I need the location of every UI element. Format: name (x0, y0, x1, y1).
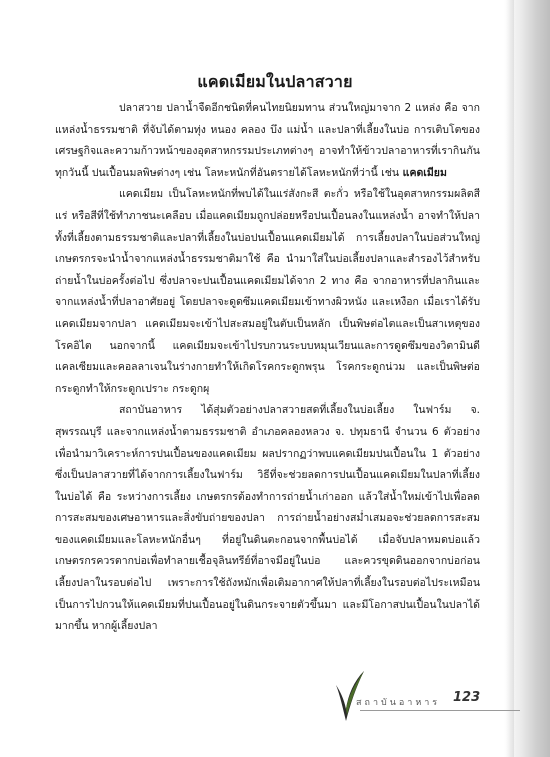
paragraph-cadmium-text: แคดเมียม เป็นโลหะหนักที่พบได้ในแร่สังกะสี ตะกั่ว หรือใช้ในอุตสาหกรรมผลิตสีแร่ หรือสีที่ใช้ทำภาชนะเคลือบ เมื่อแคดเมียมถูกปล่อยหรือปนเปื้อนลงในแหล่งน้ำ อาจทำให้ปลาทั้งที่เลี้ยงตามธรรมชาติและปลาที่เลี้ยงในบ่อปนเปื้อนแคดเมียมได้ การเลี้ยงปลาในบ่อส่วนใหญ่เกษตรกรจะนำน้ำจากแหล่งน้ำธรรมชาติมาใช้ คือ นำมาใส่ในบ่อเลี้ยงปลาและสำรองไว้สำหรับถ่ายน้ำในบ่อครั้งต่อไป ซึ่งปลาจะปนเปื้อนแคดเมียมได้จาก 2 ทาง คือ จากอาหารที่ปลากินและจากแหล่งน้ำที่ปลาอาศัยอยู่ โดยปลาจะดูดซึมแคดเมียมเข้าทางผิวหนัง และเหงือก เมื่อเราได้รับแคดเมียมจากปลา แคดเมียมจะเข้าไปสะสมอยู่ในตับเป็นหลัก เป็นพิษต่อไตและเป็นสาเหตุของโรคอิไต นอกจากนี้ แคดเมียมจะเข้าไปรบกวนระบบหมุนเวียนและการดูดซึมของวิตามินดี แคลเซียมและคอลลาเจนในร่างกายทำให้เกิดโรคกระดูกพรุน โรคกระดูกน่วม และเป็นพิษต่อกระดูกทำให้กระดูกเปราะ กระดูกผุ (55, 188, 480, 395)
article-body (55, 98, 480, 638)
paragraph-food-institute (55, 400, 480, 638)
page-number: 123 (453, 690, 481, 705)
footer-divider (360, 710, 520, 711)
paragraph-cadmium (55, 184, 480, 400)
paragraph-intro (55, 98, 480, 184)
paragraph-food-institute-text: สถาบันอาหาร ได้สุ่มตัวอย่างปลาสวายสดที่เลี้ยงในบ่อเลี้ยง ในฟาร์ม จ. สุพรรณบุรี และจากแหล่งน้ำตามธรรมชาติ อำเภอคลองหลวง จ. ปทุมธานี จำนวน 6 ตัวอย่าง เพื่อนำมาวิเคราะห์การปนเปื้อนของแคดเมียม ผลปรากฏว่าพบแคดเมียมปนเปื้อนใน 1 ตัวอย่าง ซึ่งเป็นปลาสวายที่ได้จากการเลี้ยงในฟาร์ม วิธีที่จะช่วยลดการปนเปื้อนแคดเมียมในปลาที่เลี้ยงในบ่อได้ คือ ระหว่างการเลี้ยง เกษตรกรต้องทำการถ่ายน้ำเก่าออก แล้วใส่น้ำใหม่เข้าไปเพื่อลดการสะสมของเศษอาหารและสิ่งขับถ่ายของปลา การถ่ายน้ำอย่างสม่ำเสมอจะช่วยลดการสะสมของแคดเมียมและโลหะหนักอื่นๆ ที่อยู่ในดินตะกอนจากพื้นบ่อได้ เมื่อจับปลาหมดบ่อแล้ว เกษตรกรควรตากบ่อเพื่อทำลายเชื้อจุลินทรีย์ที่อาจมีอยู่ในบ่อ และควรขุดดินออกจากบ่อก่อนเลี้ยงปลาในรอบต่อไป เพราะการใช้ถังหมักเพื่อเติมอากาศให้ปลาที่เลี้ยงในรอบต่อไประเหมือนเป็นการไปกวนให้แคดเมียมที่ปนเปื้อนอยู่ในดินกระจายตัวขึ้นมา และมีโอกาสปนเปื้อนในปลาได้มากขึ้น หากผู้เลี้ยงปลา (55, 404, 480, 633)
footer-label: สถาบันอาหาร (356, 698, 441, 708)
paragraph-intro-text: ปลาสวาย ปลาน้ำจืดอีกชนิดที่คนไทยนิยมทาน ส่วนใหญ่มาจาก 2 แหล่ง คือ จากแหล่งน้ำธรรมชาติ ที่จับได้ตามทุ่ง หนอง คลอง บึง แม่น้ำ และปลาที่เลี้ยงในบ่อ การเติบโตของเศรษฐกิจและความก้าวหน้าของอุตสาหกรรมประเภทต่างๆ อาจทำให้ข้าวปลาอาหารที่เรากินกันทุกวันนี้ ปนเปื้อนมลพิษต่างๆ เช่น โลหะหนักที่อันตรายได้โลหะหนักที่ว่านี้ เช่น (55, 102, 480, 179)
paragraph-intro-bold: แคดเมียม (399, 166, 447, 179)
article-title: แคดเมียมในปลาสวาย (197, 72, 353, 91)
page-edge-fold (506, 0, 514, 757)
